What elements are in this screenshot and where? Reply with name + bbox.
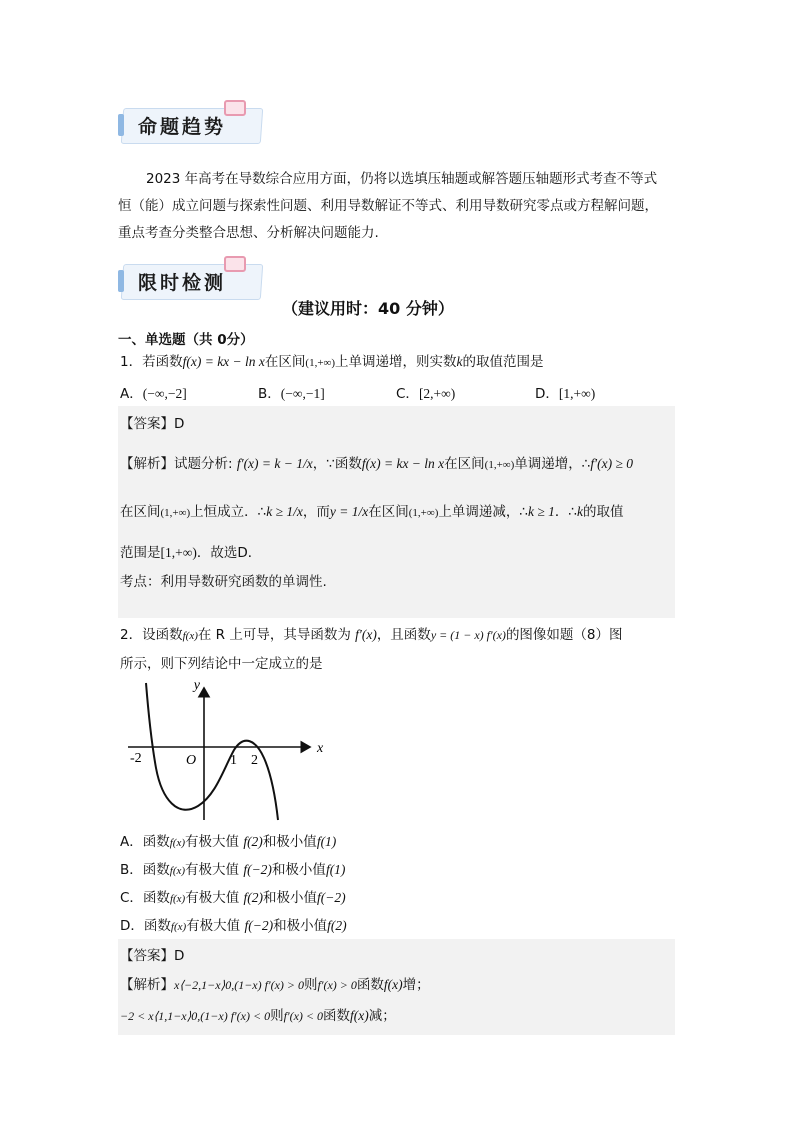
option-a[interactable]: A．(−∞,−2] xyxy=(120,386,187,402)
question-2-stem-continued: 所示，则下列结论中一定成立的是 xyxy=(120,656,323,672)
answer-label: 【答案】D xyxy=(120,948,185,964)
question-1-stem: 1．若函数f(x) = kx − ln x在区间(1,+∞)上单调递增，则实数k的取值范围是 xyxy=(120,354,544,370)
section-header-trend xyxy=(118,100,264,144)
option-c[interactable]: C．函数f(x)有极大值 f(2)和极小值f(−2) xyxy=(120,890,346,906)
key-point: 考点：利用导数研究函数的单调性. xyxy=(120,574,327,590)
tick-label: 1 xyxy=(230,753,237,768)
origin-label: O xyxy=(186,753,197,768)
answer-label: 【答案】D xyxy=(120,416,185,432)
intro-line: 恒（能）成立问题与探索性问题、利用导数解证不等式、利用导数研究零点或方程解问题， xyxy=(118,198,658,214)
tick-label: 2 xyxy=(251,753,258,768)
intro-line: 重点考查分类整合思想、分析解决问题能力. xyxy=(118,225,379,241)
question-2-stem: 2．设函数f(x)在 R 上可导，其导函数为 f′(x)，且函数y = (1 − x) f′(x)的图像如题（8）图 xyxy=(120,627,623,643)
analysis-line: 【解析】x⟨−2,1−x⟩0,(1−x) f′(x) > 0则f′(x) > 0函数f(x)增； xyxy=(120,977,430,993)
intro-line: 2023 年高考在导数综合应用方面，仍将以选填压轴题或解答题压轴题形式考查不等式 xyxy=(146,171,658,187)
analysis-line: 在区间(1,+∞)上恒成立．∴k ≥ 1/x，而y = 1/x在区间(1,+∞)上单调递减，∴k ≥ 1．∴k的取值 xyxy=(120,504,624,520)
y-axis-label: y xyxy=(193,678,200,693)
section-header-accent xyxy=(118,114,124,136)
section-header-accent xyxy=(118,270,124,292)
section-title: 限时检测 xyxy=(138,272,227,294)
function-graph xyxy=(120,678,324,828)
x-axis-label: x xyxy=(317,741,324,756)
option-d[interactable]: D．函数f(x)有极大值 f(−2)和极小值f(2) xyxy=(120,918,347,934)
analysis-line: 范围是[1,+∞)．故选D． xyxy=(120,545,262,561)
function-curve xyxy=(146,683,278,820)
option-b[interactable]: B．(−∞,−1] xyxy=(258,386,325,402)
paperclip-icon xyxy=(224,256,246,272)
option-c[interactable]: C．[2,+∞) xyxy=(396,386,456,402)
intro-paragraph xyxy=(118,166,678,247)
option-a[interactable]: A．函数f(x)有极大值 f(2)和极小值f(1) xyxy=(120,834,337,850)
option-d[interactable]: D．[1,+∞) xyxy=(535,386,596,402)
analysis-line: −2 < x⟨1,1−x⟩0,(1−x) f′(x) < 0则f′(x) < 0函数f(x)减； xyxy=(120,1008,396,1024)
tick-label: -2 xyxy=(130,751,142,766)
paperclip-icon xyxy=(224,100,246,116)
analysis-line: 【解析】试题分析: f′(x) = k − 1/x，∵函数f(x) = kx − ln x在区间(1,+∞)单调递增，∴f′(x) ≥ 0 xyxy=(120,456,633,472)
option-b[interactable]: B．函数f(x)有极大值 f(−2)和极小值f(1) xyxy=(120,862,346,878)
section-title: 命题趋势 xyxy=(138,116,227,138)
suggested-time: （建议用时：40 分钟） xyxy=(282,299,454,318)
section-header-timed-test xyxy=(118,256,264,300)
part-heading: 一、单选题（共 0分） xyxy=(118,332,254,348)
